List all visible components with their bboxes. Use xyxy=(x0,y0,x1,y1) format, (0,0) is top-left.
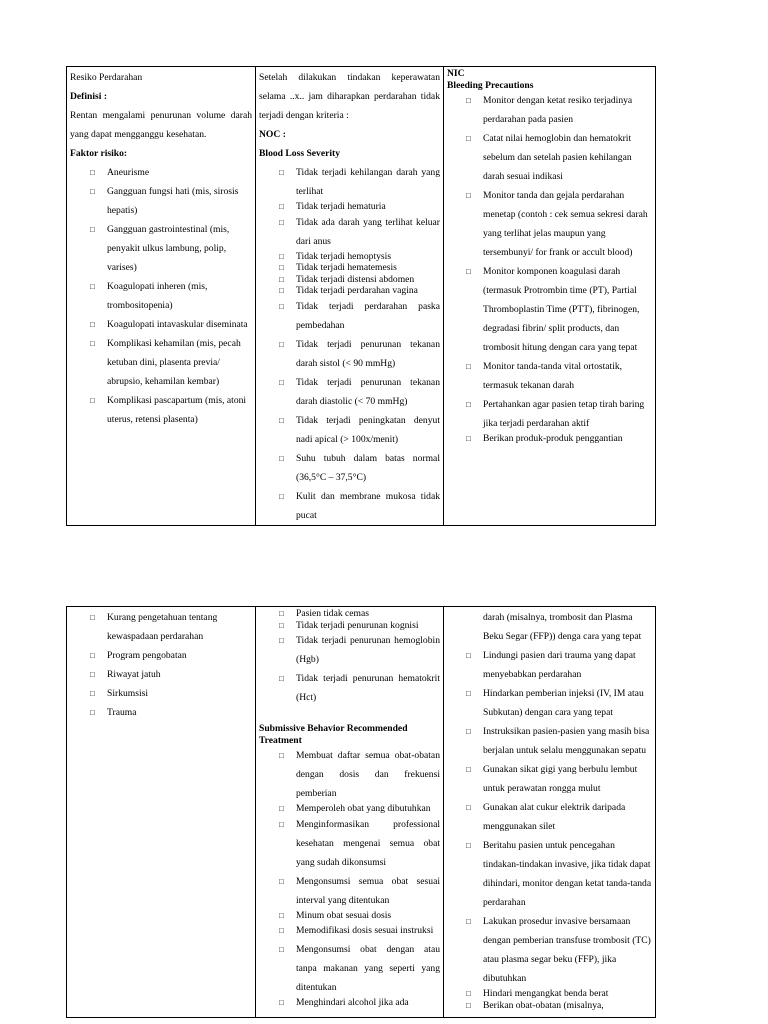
list-item-text: Tidak terjadi penurunan tekanan darah sistol (< 90 mmHg) xyxy=(296,338,440,369)
outcome-criteria-list-continued xyxy=(259,608,440,707)
checkbox-bullet-icon: □ xyxy=(279,636,284,645)
checkbox-bullet-icon: □ xyxy=(466,362,471,371)
checkbox-bullet-icon: □ xyxy=(466,727,471,736)
intervention-item xyxy=(447,646,652,684)
intervention-item xyxy=(447,684,652,722)
outcome-criterion-item xyxy=(259,201,440,213)
checkbox-bullet-icon: □ xyxy=(466,134,471,143)
list-item-text: Monitor dengan ketat resiko terjadinya perdarahan pada pasien xyxy=(483,95,633,125)
diagnosis-column-continued xyxy=(67,607,256,1018)
care-plan-table-page-1 xyxy=(66,66,655,521)
nic-label: NIC xyxy=(447,68,465,79)
list-item-text: Tidak terjadi penurunan hematokrit (Hct) xyxy=(296,673,440,703)
outcome-criterion-item xyxy=(259,631,440,669)
outcome-criterion-item xyxy=(259,620,440,632)
intervention-item xyxy=(447,836,652,912)
intervention-continuation: darah (misalnya, trombosit dan Plasma Beku Segar (FFP)) denga cara yang tepat xyxy=(483,612,642,642)
intervention-item xyxy=(447,186,652,262)
intervention-column-continued xyxy=(444,607,656,1018)
checkbox-bullet-icon: □ xyxy=(279,620,284,630)
risk-factor-item xyxy=(70,684,252,703)
submissive-behavior-title: Submissive Behavior Recommended Treatment xyxy=(259,723,408,746)
checkbox-bullet-icon: □ xyxy=(279,251,284,261)
diagnosis-heading: Resiko Perdarahan xyxy=(70,72,143,83)
blood-loss-criteria-list xyxy=(259,163,440,525)
checkbox-bullet-icon: □ xyxy=(279,998,284,1007)
risk-factor-item xyxy=(70,334,252,391)
checkbox-bullet-icon: □ xyxy=(90,613,95,622)
checkbox-bullet-icon: □ xyxy=(466,400,471,409)
checkbox-bullet-icon: □ xyxy=(466,989,471,998)
outcome-column-continued xyxy=(256,607,444,1018)
list-item-text: Menginformasikan professional kesehatan mengenai semua obat yang sudah dikonsumsi xyxy=(296,818,440,868)
checkbox-bullet-icon: □ xyxy=(279,819,284,829)
outcome-criterion-item xyxy=(259,872,440,910)
intervention-item xyxy=(447,262,652,357)
care-plan-table-continued xyxy=(66,606,656,1018)
list-item-text: Lakukan prosedur invasive bersamaan dengan pemberian transfuse trombosit (TC) atau plasma segar beku (FFP), jika dibutuhkan xyxy=(483,916,651,984)
checkbox-bullet-icon: □ xyxy=(279,415,284,425)
list-item-text: Gunakan alat cukur elektrik daripada menggunakan silet xyxy=(483,802,626,832)
checkbox-bullet-icon: □ xyxy=(279,804,284,813)
outcome-criterion-item xyxy=(259,262,440,274)
risk-factors-label: Faktor risiko: xyxy=(70,148,128,159)
bleeding-precautions-title: Bleeding Precautions xyxy=(447,79,534,91)
list-item-text: Pasien tidak cemas xyxy=(296,608,369,619)
list-item-text: Monitor tanda-tanda vital ortostatik, termasuk tekanan darah xyxy=(483,361,623,391)
checkbox-bullet-icon: □ xyxy=(279,453,284,463)
intervention-list-continued xyxy=(447,646,652,1011)
intervention-item xyxy=(447,760,652,798)
list-item-text: Tidak terjadi hemoptysis xyxy=(296,250,392,262)
outcome-criterion-item xyxy=(259,487,440,525)
checkbox-bullet-icon: □ xyxy=(279,168,284,177)
diagnosis-column xyxy=(67,67,256,526)
care-plan-table-page-2 xyxy=(66,606,655,1018)
list-item-text: Riwayat jatuh xyxy=(107,669,161,680)
checkbox-bullet-icon: □ xyxy=(279,876,284,886)
outcome-criterion-item xyxy=(259,803,440,815)
checkbox-bullet-icon: □ xyxy=(279,926,284,935)
checkbox-bullet-icon: □ xyxy=(279,910,284,920)
list-item-text: Tidak terjadi perdarahan vagina xyxy=(296,285,418,296)
risk-factor-item xyxy=(70,163,252,182)
checkbox-bullet-icon: □ xyxy=(279,263,284,272)
outcome-criterion-item xyxy=(259,815,440,872)
list-item-text: Kurang pengetahuan tentang kewaspadaan perdarahan xyxy=(107,612,218,642)
list-item-text: Memperoleh obat yang dibutuhkan xyxy=(296,803,431,814)
list-item-text: Lindungi pasien dari trauma yang dapat menyebabkan perdarahan xyxy=(483,650,636,680)
checkbox-bullet-icon: □ xyxy=(90,168,95,177)
checkbox-bullet-icon: □ xyxy=(90,187,95,196)
checkbox-bullet-icon: □ xyxy=(466,434,471,443)
outcome-criterion-item xyxy=(259,274,440,286)
list-item-text: Tidak ada darah yang terlihat keluar dari anus xyxy=(296,216,440,247)
checkbox-bullet-icon: □ xyxy=(90,282,95,291)
checkbox-bullet-icon: □ xyxy=(90,689,95,698)
outcome-criterion-item xyxy=(259,335,440,373)
list-item-text: Mengonsumsi obat dengan atau tanpa makanan yang seperti yang ditentukan xyxy=(296,944,440,993)
list-item-text: Koagulopati intavaskular diseminata xyxy=(107,319,248,330)
checkbox-bullet-icon: □ xyxy=(90,651,95,660)
outcome-criterion-item xyxy=(259,411,440,449)
outcome-criterion-item xyxy=(259,163,440,201)
checkbox-bullet-icon: □ xyxy=(466,841,471,850)
checkbox-bullet-icon: □ xyxy=(466,917,471,926)
list-item-text: Menghindari alcohol jika ada xyxy=(296,997,409,1008)
intervention-item xyxy=(447,988,652,1000)
checkbox-bullet-icon: □ xyxy=(279,286,284,295)
checkbox-bullet-icon: □ xyxy=(279,274,284,284)
risk-factor-item xyxy=(70,391,252,429)
checkbox-bullet-icon: □ xyxy=(279,945,284,954)
intervention-item xyxy=(447,91,652,129)
list-item-text: Tidak terjadi penurunan hemoglobin (Hgb) xyxy=(296,635,440,665)
outcome-criterion-item xyxy=(259,669,440,707)
intervention-item xyxy=(447,433,652,445)
checkbox-bullet-icon: □ xyxy=(279,339,284,349)
checkbox-bullet-icon: □ xyxy=(279,217,284,227)
outcome-criterion-item xyxy=(259,940,440,997)
checkbox-bullet-icon: □ xyxy=(279,202,284,211)
checkbox-bullet-icon: □ xyxy=(466,651,471,660)
risk-factor-item xyxy=(70,315,252,334)
intervention-column xyxy=(444,67,656,526)
checkbox-bullet-icon: □ xyxy=(279,491,284,501)
list-item-text: Pertahankan agar pasien tetap tirah baring jika terjadi perdarahan aktif xyxy=(483,399,645,429)
list-item-text: Tidak terjadi hematemesis xyxy=(296,262,397,273)
outcome-criterion-item xyxy=(259,910,440,922)
risk-factor-item xyxy=(70,608,252,646)
checkbox-bullet-icon: □ xyxy=(279,674,284,683)
risk-factor-item xyxy=(70,220,252,277)
list-item-text: Tidak terjadi distensi abdomen xyxy=(296,273,415,285)
checkbox-bullet-icon: □ xyxy=(466,689,471,698)
outcome-criterion-item xyxy=(259,373,440,411)
checkbox-bullet-icon: □ xyxy=(90,320,95,329)
outcome-criterion-item xyxy=(259,251,440,263)
outcome-criterion-item xyxy=(259,449,440,487)
outcome-intro: Setelah dilakukan tindakan keperawatan selama ..x.. jam diharapkan perdarahan tidak terjadi dengan kriteria : xyxy=(259,72,440,121)
list-item-text: Tidak terjadi kehilangan darah yang terlihat xyxy=(296,167,440,197)
checkbox-bullet-icon: □ xyxy=(279,377,284,387)
list-item-text: Gangguan fungsi hati (mis, sirosis hepatis) xyxy=(107,186,239,216)
definition-label: Definisi : xyxy=(70,91,108,102)
list-item-text: Suhu tubuh dalam batas normal (36,5°C – 37,5°C) xyxy=(296,452,440,483)
intervention-item xyxy=(447,357,652,395)
checkbox-bullet-icon: □ xyxy=(279,751,284,760)
checkbox-bullet-icon: □ xyxy=(466,765,471,774)
risk-factor-item xyxy=(70,277,252,315)
definition-text: Rentan mengalami penurunan volume darah yang dapat mengganggu kesehatan. xyxy=(70,110,252,140)
intervention-item xyxy=(447,129,652,186)
list-item-text: Memodifikasi dosis sesuai instruksi xyxy=(296,925,434,936)
checkbox-bullet-icon: □ xyxy=(466,1000,471,1010)
list-item-text: Komplikasi kehamilan (mis, pecah ketuban dini, plasenta previa/ abrupsio, kehamilan kembar) xyxy=(107,338,241,387)
list-item-text: Gangguan gastrointestinal (mis, penyakit ulkus lambung, polip, varises) xyxy=(107,224,230,273)
outcome-criterion-item xyxy=(259,285,440,297)
checkbox-bullet-icon: □ xyxy=(466,803,471,812)
list-item-text: Monitor tanda dan gejala perdarahan menetap (contoh : cek semua sekresi darah yang terlihat jelas maupun yang tersembunyi/ for frank or accult blood) xyxy=(483,190,648,258)
list-item-text: Monitor komponen koagulasi darah (termasuk Protrombin time (PT), Partial Thromboplastin Time (PTT), fibrinogen, degradasi fibrin/ split products, dan trombosit hitung dengan cara yang tepat xyxy=(483,266,640,353)
blood-loss-severity-title: Blood Loss Severity xyxy=(259,148,341,159)
bleeding-precautions-list xyxy=(447,91,652,445)
list-item-text: Tidak terjadi hematuria xyxy=(296,201,386,212)
intervention-item xyxy=(447,798,652,836)
checkbox-bullet-icon: □ xyxy=(90,708,95,717)
checkbox-bullet-icon: □ xyxy=(279,301,284,311)
checkbox-bullet-icon: □ xyxy=(466,191,471,200)
outcome-criterion-item xyxy=(259,213,440,251)
checkbox-bullet-icon: □ xyxy=(466,267,471,276)
checkbox-bullet-icon: □ xyxy=(466,96,471,105)
checkbox-bullet-icon: □ xyxy=(90,396,95,405)
list-item-text: Instruksikan pasien-pasien yang masih bisa berjalan untuk selalu menggunakan sepatu xyxy=(483,726,650,756)
submissive-behavior-list xyxy=(259,746,440,1009)
risk-factor-item xyxy=(70,665,252,684)
checkbox-bullet-icon: □ xyxy=(90,225,95,234)
list-item-text: Program pengobatan xyxy=(107,650,187,661)
checkbox-bullet-icon: □ xyxy=(90,670,95,679)
list-item-text: Koagulopati inheren (mis, trombositopenia) xyxy=(107,281,208,311)
intervention-item xyxy=(447,912,652,988)
list-item-text: Berikan produk-produk penggantian xyxy=(483,433,623,444)
care-plan-table xyxy=(66,66,656,526)
list-item-text: Hindarkan pemberian injeksi (IV, IM atau Subkutan) dengan cara yang tepat xyxy=(483,688,644,718)
list-item-text: Membuat daftar semua obat-obatan dengan dosis dan frekuensi pemberian xyxy=(296,750,440,799)
list-item-text: Tidak terjadi penurunan tekanan darah diastolic (< 70 mmHg) xyxy=(296,376,440,407)
outcome-column xyxy=(256,67,444,526)
noc-label: NOC : xyxy=(259,129,286,140)
intervention-item xyxy=(447,1000,652,1012)
risk-factor-item xyxy=(70,182,252,220)
list-item-text: Berikan obat-obatan (misalnya, xyxy=(483,999,604,1011)
list-item-text: Aneurisme xyxy=(107,167,150,178)
checkbox-bullet-icon: □ xyxy=(279,609,284,618)
list-item-text: Kulit dan membrane mukosa tidak pucat xyxy=(296,490,440,521)
list-item-text: Komplikasi pascapartum (mis, atoni uterus, retensi plasenta) xyxy=(107,395,247,425)
risk-factor-item xyxy=(70,703,252,722)
list-item-text: Sirkumsisi xyxy=(107,688,149,699)
list-item-text: Beritahu pasien untuk pencegahan tindakan-tindakan invasive, jika tidak dapat dihindari, monitor dengan ketat tanda-tanda perdarahan xyxy=(483,840,652,908)
list-item-text: Trauma xyxy=(107,707,137,718)
list-item-text: Minum obat sesuai dosis xyxy=(296,909,392,921)
outcome-criterion-item xyxy=(259,997,440,1009)
checkbox-bullet-icon: □ xyxy=(90,339,95,348)
intervention-item xyxy=(447,722,652,760)
outcome-criterion-item xyxy=(259,921,440,940)
risk-factor-item xyxy=(70,646,252,665)
intervention-item xyxy=(447,395,652,433)
risk-factors-list-continued xyxy=(70,608,252,722)
list-item-text: Hindari mengangkat benda berat xyxy=(483,988,609,999)
outcome-criterion-item xyxy=(259,746,440,803)
list-item-text: Gunakan sikat gigi yang berbulu lembut untuk perawatan rongga mulut xyxy=(483,764,638,794)
list-item-text: Tidak terjadi perdarahan paska pembedahan xyxy=(296,300,440,331)
outcome-criterion-item xyxy=(259,297,440,335)
list-item-text: Tidak terjadi peningkatan denyut nadi apical (> 100x/menit) xyxy=(296,414,440,445)
list-item-text: Catat nilai hemoglobin dan hematokrit sebelum dan setelah pasien kehilangan darah sesuai indikasi xyxy=(483,133,632,182)
risk-factors-list xyxy=(70,163,252,429)
outcome-criterion-item xyxy=(259,608,440,620)
list-item-text: Mengonsumsi semua obat sesuai interval yang ditentukan xyxy=(296,875,440,906)
list-item-text: Tidak terjadi penurunan kognisi xyxy=(296,619,419,631)
